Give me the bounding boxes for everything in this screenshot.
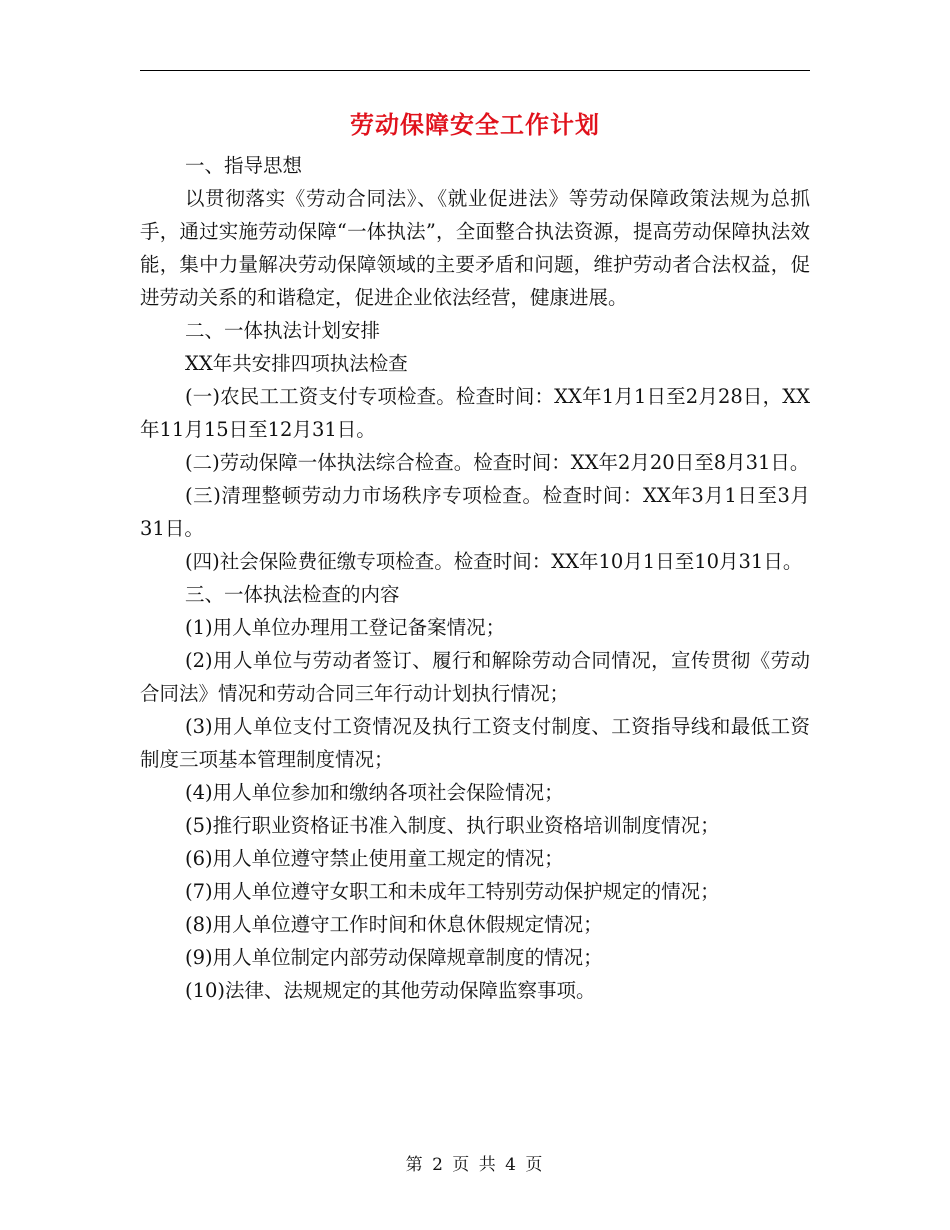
plan-item-3: (三)清理整顿劳动力市场秩序专项检查。检查时间：XX年3月1日至3月31日。 <box>140 484 810 540</box>
page-number-footer: 第 2 页 共 4 页 <box>405 1155 545 1175</box>
content-item-9: (9)用人单位制定内部劳动保障规章制度的情况； <box>185 946 603 969</box>
content-item-8: (8)用人单位遵守工作时间和休息休假规定情况； <box>185 913 603 936</box>
content-item-4: (4)用人单位参加和缴纳各项社会保险情况； <box>185 781 564 804</box>
document-title: 劳动保障安全工作计划 <box>350 110 600 139</box>
paragraph-guiding-ideology: 以贯彻落实《劳动合同法》、《就业促进法》等劳动保障政策法规为总抓手，通过实施劳动保障“一体执法”，全面整合执法资源，提高劳动保障执法效能，集中力量解决劳动保障领域的主要矛盾和问题，维护劳动者合法权益，促进劳动关系的和谐稳定，促进企业依法经营，健康进展。 <box>140 187 810 309</box>
content-item-7: (7)用人单位遵守女职工和未成年工特别劳动保护规定的情况； <box>185 880 720 903</box>
content-item-6: (6)用人单位遵守禁止使用童工规定的情况； <box>185 847 564 870</box>
section-heading-guiding-ideology: 一、指导思想 <box>185 154 303 177</box>
document-body <box>140 149 810 1007</box>
header-rule <box>140 70 810 71</box>
plan-item-2: (二)劳动保障一体执法综合检查。检查时间：XX年2月20日至8月31日。 <box>185 451 810 474</box>
content-item-2: (2)用人单位与劳动者签订、履行和解除劳动合同情况，宣传贯彻《劳动合同法》情况和劳动合同三年行动计划执行情况； <box>140 649 810 705</box>
content-item-3: (3)用人单位支付工资情况及执行工资支付制度、工资指导线和最低工资制度三项基本管理制度情况； <box>140 715 810 771</box>
content-item-1: (1)用人单位办理用工登记备案情况； <box>185 616 506 639</box>
content-item-5: (5)推行职业资格证书准入制度、执行职业资格培训制度情况； <box>185 814 720 837</box>
content-item-10: (10)法律、法规规定的其他劳动保障监察事项。 <box>185 979 596 1002</box>
section-heading-enforcement-plan: 二、一体执法计划安排 <box>185 319 381 342</box>
paragraph-plan-summary: XX年共安排四项执法检查 <box>185 352 408 375</box>
section-heading-inspection-content: 三、一体执法检查的内容 <box>185 583 400 606</box>
plan-item-1: (一)农民工工资支付专项检查。检查时间：XX年1月1日至2月28日，XX年11月15日至12月31日。 <box>140 385 810 441</box>
plan-item-4: (四)社会保险费征缴专项检查。检查时间：XX年10月1日至10月31日。 <box>185 550 803 573</box>
